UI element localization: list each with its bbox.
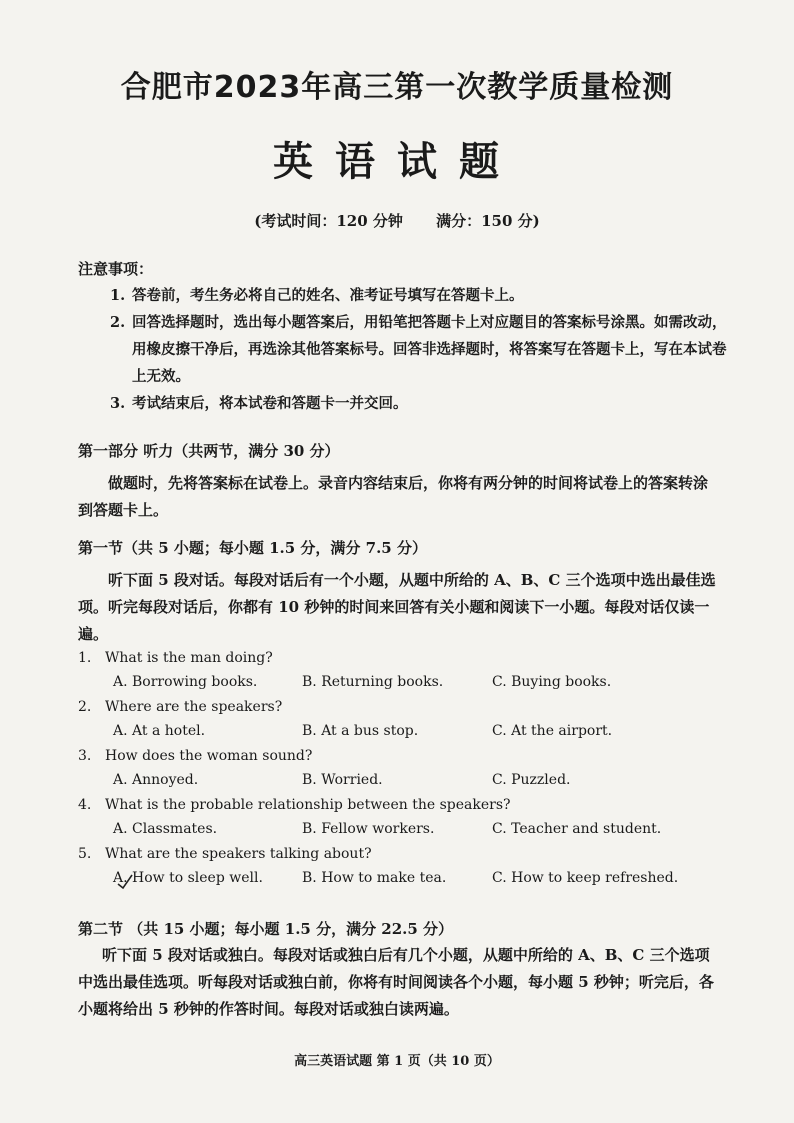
option-b: B. How to make tea. (302, 870, 447, 886)
note-number: 3. (110, 395, 126, 412)
exam-time: (考试时间：120 分钟 (254, 212, 403, 230)
question-number: 5. (78, 846, 92, 862)
notes-title: 注意事项： (78, 260, 154, 278)
option-b: B. At a bus stop. (302, 723, 419, 739)
note-text: 答卷前，考生务必将自己的姓名、准考证号填写在答题卡上。 (132, 287, 524, 304)
option-c: C. Puzzled. (492, 772, 571, 788)
section2-intro: 听下面 5 段对话或独白。每段对话或独白后有几个小题，从题中所给的 A、B、C 三个选项中选出最佳选项。听每段对话或独白前，你将有时间阅读各个小题，每小题 5 秒钟；听完后，各小题将给出 5 秒钟的作答时间。每段对话或独白读两遍。 (78, 946, 714, 1018)
part1-heading: 第一部分 听力（共两节，满分 30 分） (78, 442, 340, 460)
option-b: B. Returning books. (302, 674, 444, 690)
note-text: 回答选择题时，选出每小题答案后，用铅笔把答题卡上对应题目的答案标号涂黑。如需改动，用橡皮擦干净后，再选涂其他答案标号。回答非选择题时，将答案写在答题卡上，写在本试卷上无效。 (132, 314, 727, 385)
note-text: 考试结束后，将本试卷和答题卡一并交回。 (132, 395, 408, 412)
full-score: 满分：150 分) (436, 212, 540, 230)
option-b: B. Worried. (302, 772, 383, 788)
exam-info (0, 210, 794, 231)
option-a: A. Borrowing books. (113, 674, 258, 690)
option-c: C. How to keep refreshed. (492, 870, 679, 886)
question-item (78, 746, 728, 795)
notes-list (110, 282, 730, 417)
question-item (78, 697, 728, 746)
page-footer: 高三英语试题 第 1 页（共 10 页） (294, 1054, 500, 1069)
option-c: C. At the airport. (492, 723, 613, 739)
question-item (78, 648, 728, 697)
pen-check-mark-icon (116, 872, 134, 890)
question-number: 2. (78, 699, 92, 715)
note-number: 2. (110, 314, 126, 331)
section2-heading: 第二节 （共 15 小题；每小题 1.5 分，满分 22.5 分） (78, 920, 454, 938)
question-number: 4. (78, 797, 92, 813)
question-number: 3. (78, 748, 92, 764)
question-text: What is the man doing? (105, 650, 273, 666)
note-item (110, 282, 730, 309)
section1-heading: 第一节（共 5 小题；每小题 1.5 分，满分 7.5 分） (78, 539, 427, 557)
question-text: How does the woman sound? (105, 748, 313, 764)
option-a: A. How to sleep well. (113, 870, 263, 886)
note-number: 1. (110, 287, 126, 304)
question-list (78, 648, 728, 893)
option-c: C. Buying books. (492, 674, 612, 690)
question-text: What is the probable relationship between the speakers? (105, 797, 511, 813)
question-number: 1. (78, 650, 92, 666)
question-item (78, 844, 728, 893)
part1-intro: 做题时，先将答案标在试卷上。录音内容结束后，你将有两分钟的时间将试卷上的答案转涂到答题卡上。 (78, 474, 709, 519)
section1-intro: 听下面 5 段对话。每段对话后有一个小题，从题中所给的 A、B、C 三个选项中选出最佳选项。听完每段对话后，你都有 10 秒钟的时间来回答有关小题和阅读下一小题。每段对话仅读一遍。 (78, 571, 716, 643)
option-a: A. Annoyed. (113, 772, 199, 788)
exam-title: 合肥市2023年高三第一次教学质量检测 (120, 70, 674, 105)
exam-subject-title: 英语试题 (273, 138, 521, 185)
option-a: A. Classmates. (113, 821, 218, 837)
option-a: A. At a hotel. (113, 723, 206, 739)
question-text: What are the speakers talking about? (105, 846, 372, 862)
question-item (78, 795, 728, 844)
question-text: Where are the speakers? (105, 699, 283, 715)
note-item (110, 309, 730, 390)
option-b: B. Fellow workers. (302, 821, 435, 837)
option-c: C. Teacher and student. (492, 821, 662, 837)
note-item (110, 390, 730, 417)
